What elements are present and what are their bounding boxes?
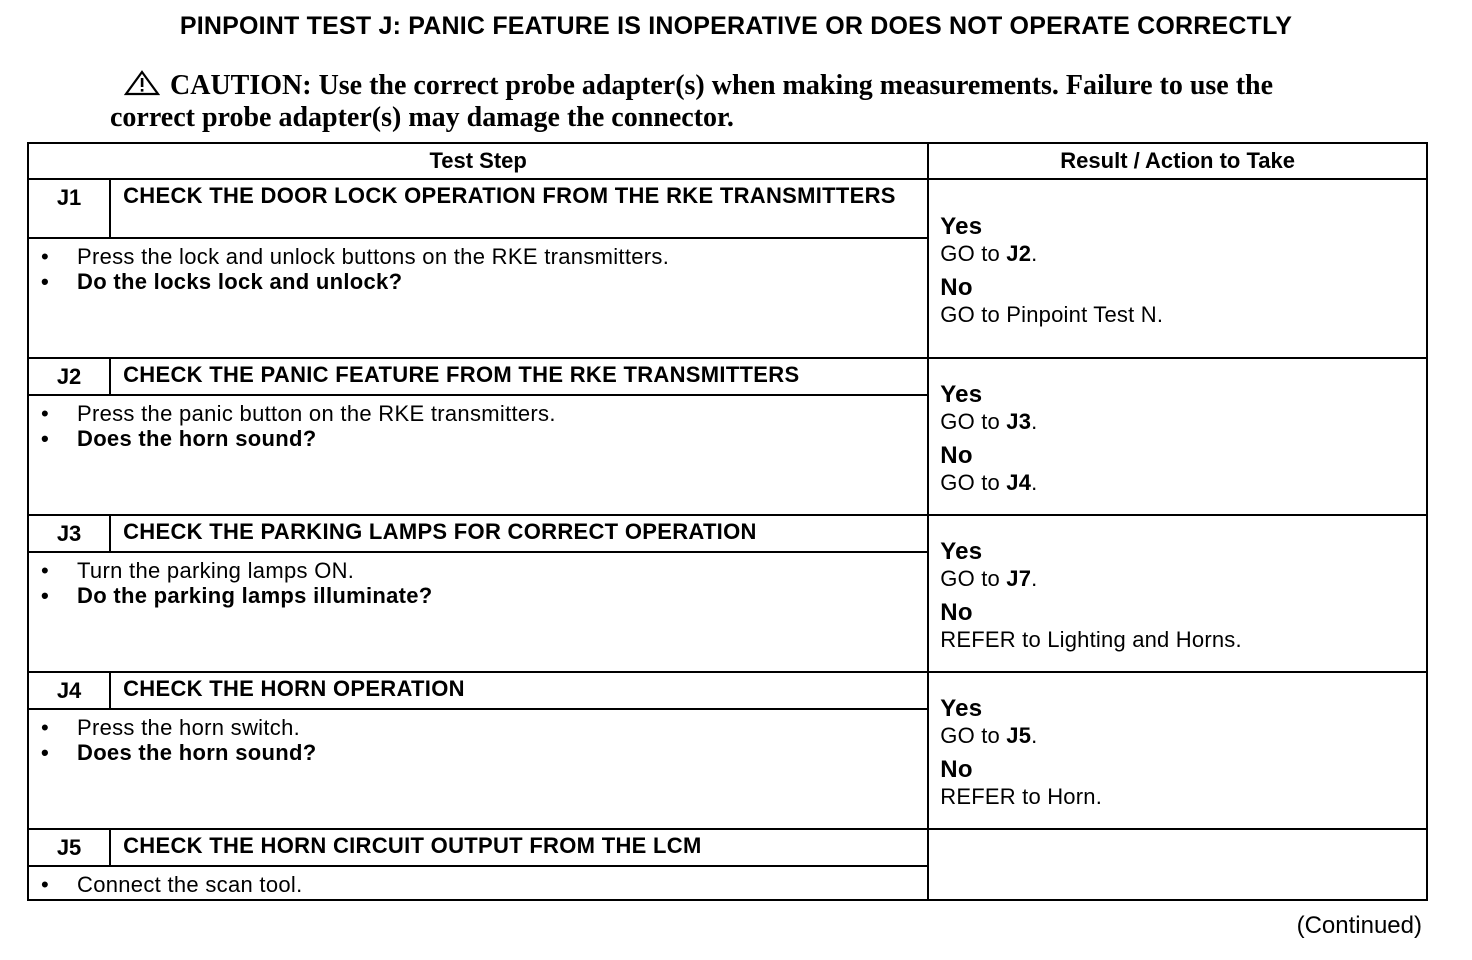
- step-id: J5: [28, 829, 110, 866]
- list-item: • Do the locks lock and unlock?: [41, 269, 403, 294]
- step-header-row: [28, 672, 1427, 709]
- page-title: PINPOINT TEST J: PANIC FEATURE IS INOPERATIVE OR DOES NOT OPERATE CORRECTLY: [179, 12, 1293, 40]
- step-result-empty: [928, 829, 1427, 900]
- step-heading: CHECK THE DOOR LOCK OPERATION FROM THE RKE TRANSMITTERS: [110, 179, 928, 238]
- result-yes: Yes GO to J2.: [940, 213, 1416, 266]
- list-item: • Press the lock and unlock buttons on the RKE transmitters.: [41, 244, 670, 269]
- step-body: [28, 709, 928, 829]
- step-id: J3: [28, 515, 110, 552]
- list-item: • Press the horn switch.: [41, 715, 301, 740]
- step-body: [28, 866, 928, 900]
- result-no: No GO to J4.: [940, 441, 1038, 495]
- table-header-row: [28, 143, 1427, 179]
- continued-label: (Continued): [1296, 912, 1422, 939]
- step-header-row: [28, 515, 1427, 552]
- result-no: No REFER to Horn.: [940, 755, 1103, 809]
- step-id: J1: [28, 179, 110, 238]
- list-item: • Press the panic button on the RKE transmitters.: [41, 401, 556, 426]
- step-heading: CHECK THE PANIC FEATURE FROM THE RKE TRANSMITTERS: [110, 358, 928, 395]
- list-item: • Does the horn sound?: [41, 740, 317, 765]
- pinpoint-test-table: [27, 142, 1428, 901]
- list-item: • Do the parking lamps illuminate?: [41, 583, 433, 608]
- list-item: • Turn the parking lamps ON.: [41, 558, 355, 583]
- step-heading: CHECK THE PARKING LAMPS FOR CORRECT OPERATION: [110, 515, 928, 552]
- list-item: • Connect the scan tool.: [41, 872, 303, 897]
- step-body: [28, 552, 928, 672]
- yes-target: J2: [1006, 240, 1032, 266]
- step-heading: CHECK THE HORN OPERATION: [110, 672, 928, 709]
- yes-label: Yes: [940, 212, 983, 240]
- step-result: [928, 515, 1427, 672]
- caution-lead: CAUTION:: [170, 70, 312, 101]
- step-header-row: [28, 358, 1427, 395]
- no-label: No: [940, 273, 973, 301]
- list-item: • Does the horn sound?: [41, 426, 317, 451]
- step-id: J4: [28, 672, 110, 709]
- result-yes: Yes GO to J7.: [940, 537, 1038, 591]
- warning-triangle-icon: [124, 70, 160, 103]
- step-header-row: [28, 179, 1427, 238]
- step-result: [928, 179, 1427, 358]
- result-no: No REFER to Lighting and Horns.: [940, 598, 1242, 652]
- step-body: [28, 238, 928, 358]
- header-test-step: Test Step: [28, 143, 928, 179]
- result-yes: Yes GO to J3.: [940, 380, 1038, 434]
- step-result: [928, 358, 1427, 515]
- result-yes: Yes GO to J5.: [940, 694, 1038, 748]
- header-result-action: Result / Action to Take: [928, 143, 1427, 179]
- caution-notice: [110, 70, 1360, 133]
- step-body: [28, 395, 928, 515]
- step-header-row: [28, 829, 1427, 866]
- step-id: J2: [28, 358, 110, 395]
- step-result: [928, 672, 1427, 829]
- caution-text: Use the correct probe adapter(s) when making measurements. Failure to use the correct probe adapter(s) may damage the connector.: [110, 70, 1274, 133]
- result-no: No GO to Pinpoint Test N.: [940, 274, 1416, 327]
- step-heading: CHECK THE HORN CIRCUIT OUTPUT FROM THE LCM: [110, 829, 928, 866]
